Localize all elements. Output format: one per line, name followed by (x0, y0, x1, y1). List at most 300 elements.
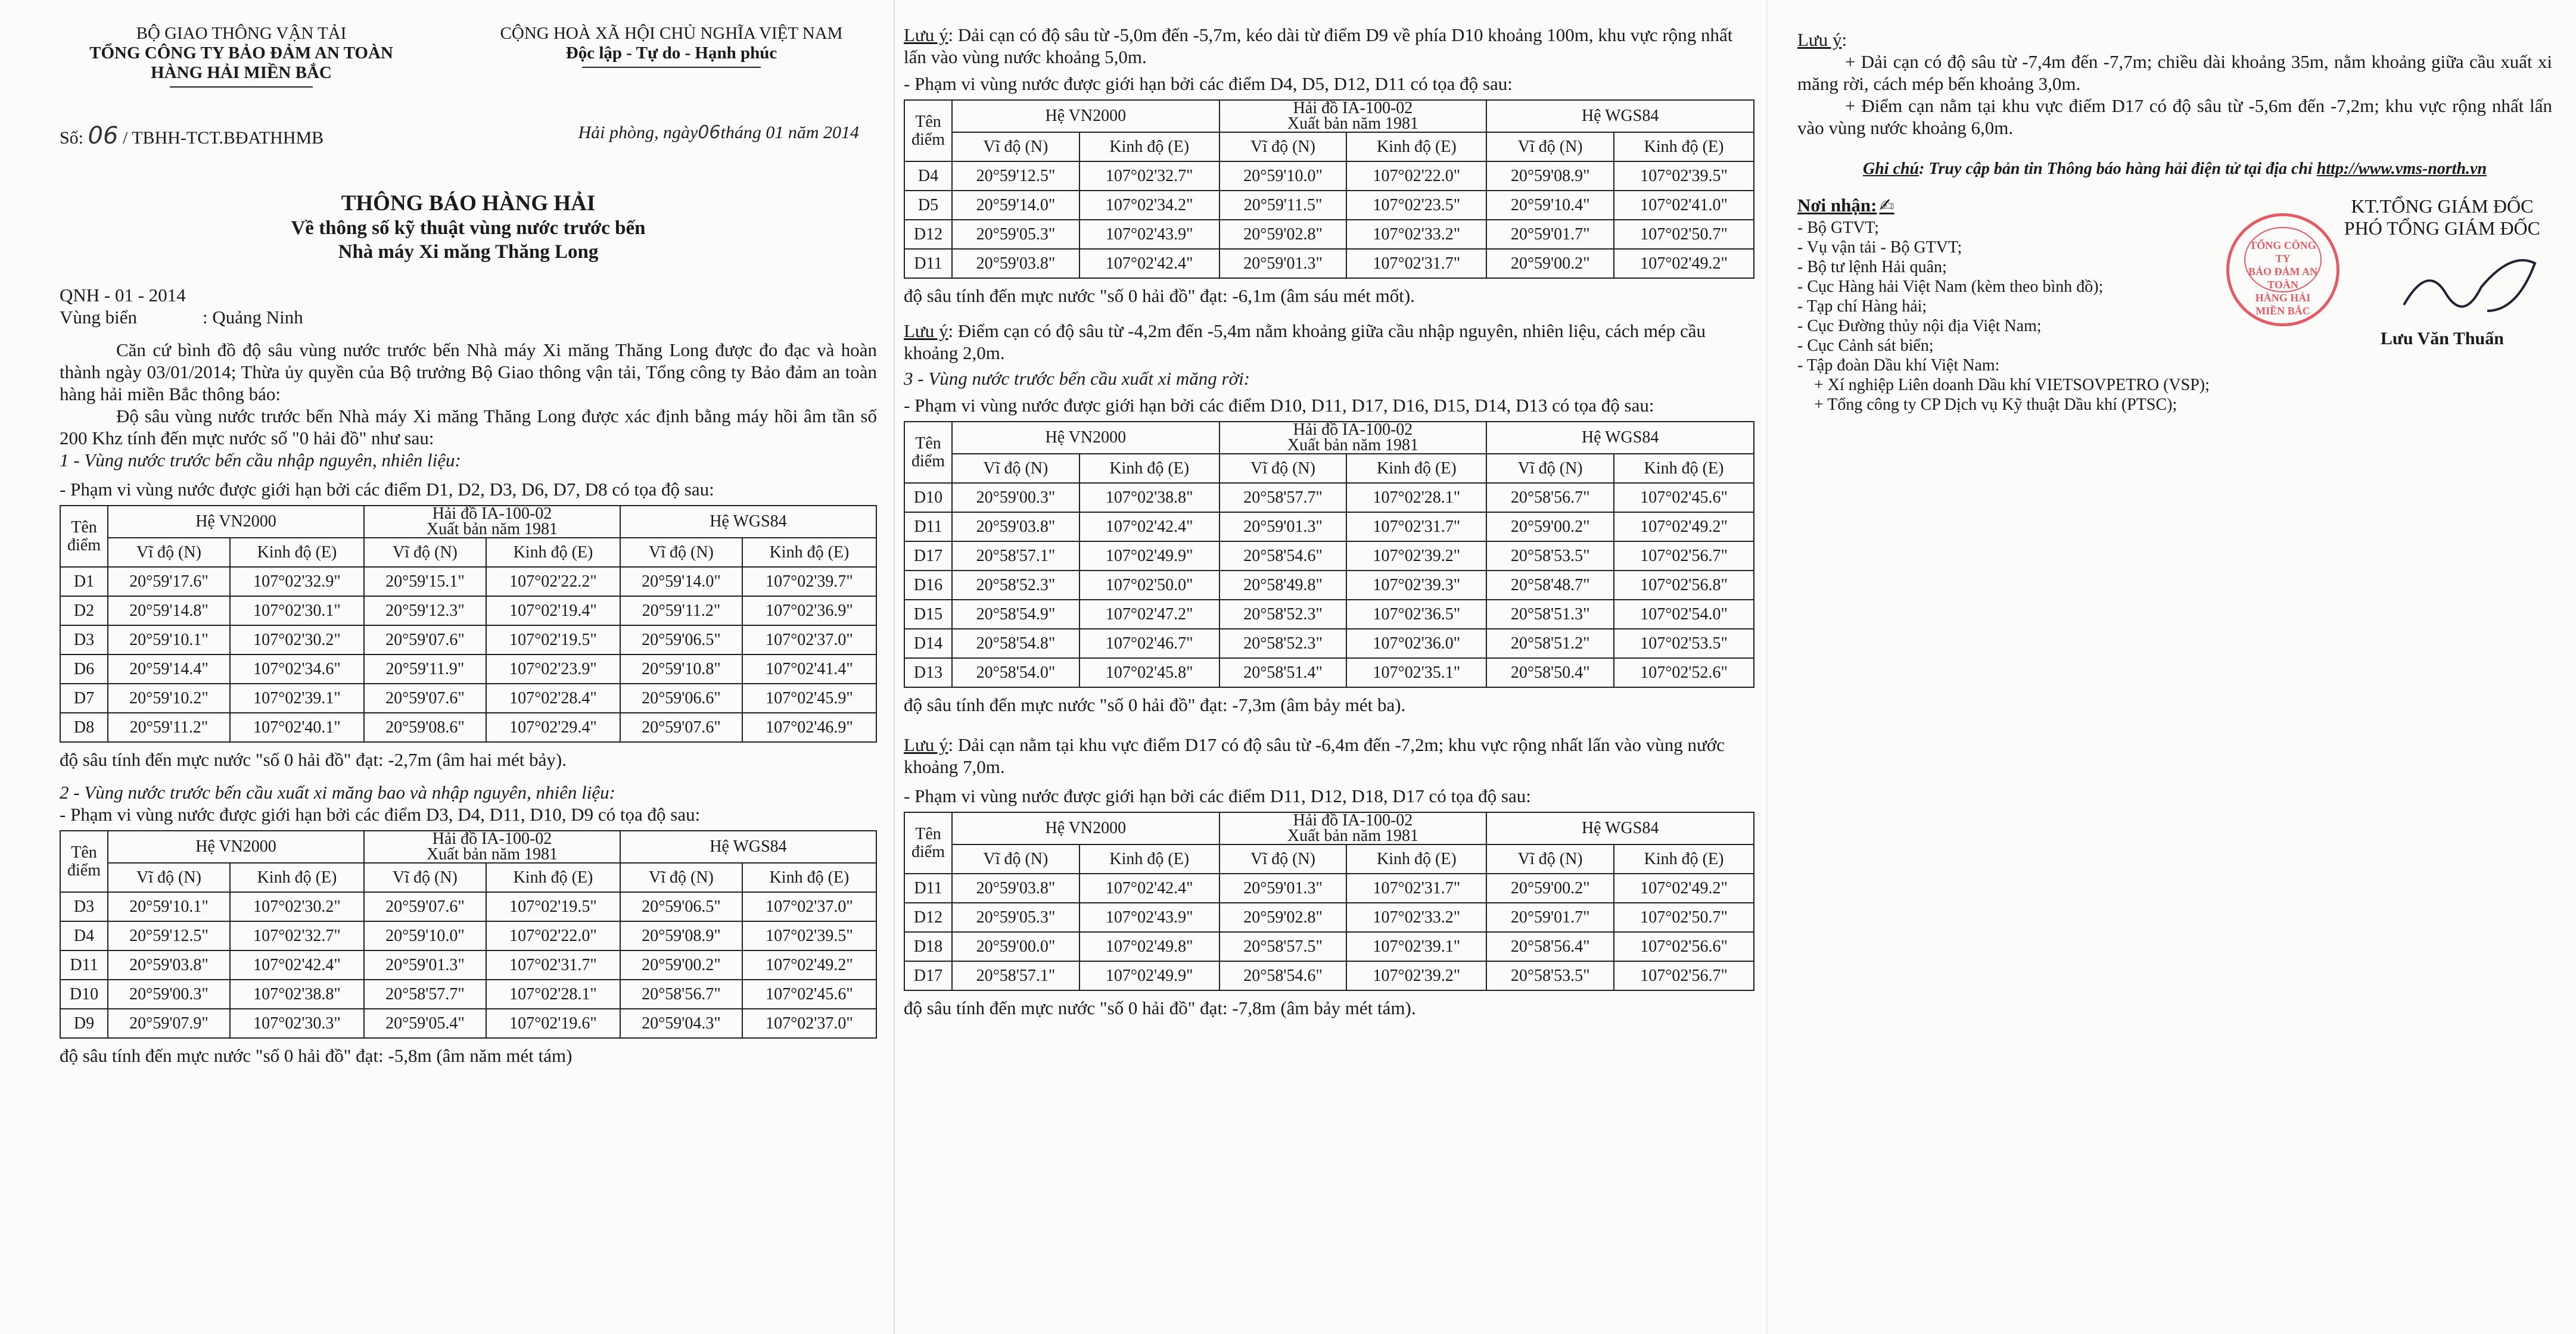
region-value: : Quảng Ninh (203, 307, 303, 328)
coord-cell: 107°02'23.5" (1346, 191, 1486, 220)
col-wgs84-header: Hệ WGS84 (1486, 422, 1754, 454)
signer-title-2: PHÓ TỔNG GIÁM ĐỐC (2344, 217, 2540, 239)
coord-cell: 20°58'57.7" (1219, 483, 1347, 512)
header-row (904, 422, 1754, 454)
table-row (904, 161, 1754, 191)
subheader-row (904, 132, 1754, 161)
subheader-row (904, 454, 1754, 483)
table-row (904, 571, 1754, 600)
lat-header: Vĩ độ (N) (1486, 844, 1614, 874)
coord-cell: 107°02'39.5" (1614, 161, 1754, 191)
coord-cell: 20°59'01.7" (1486, 220, 1614, 249)
col-wgs84-header: Hệ WGS84 (1486, 100, 1754, 132)
recipient-item: - Cục Cảnh sát biển; (1797, 336, 1934, 355)
table-row (60, 654, 876, 684)
point-name: D17 (904, 541, 952, 571)
coord-table (60, 505, 877, 743)
coord-cell: 20°59'01.3" (364, 950, 486, 980)
note-2 (904, 320, 1754, 364)
section-2-range: - Phạm vi vùng nước được giới hạn bởi các điểm D3, D4, D11, D10, D9 có tọa độ sau: (60, 804, 701, 825)
coord-cell: 107°02'30.2" (230, 892, 364, 921)
coord-cell: 107°02'39.7" (742, 567, 876, 596)
nation-block (466, 24, 877, 88)
coord-cell: 107°02'30.1" (230, 596, 364, 625)
coord-cell: 107°02'37.0" (742, 625, 876, 654)
coord-cell: 107°02'42.4" (230, 950, 364, 980)
coord-cell: 20°59'14.8" (108, 596, 230, 625)
coord-cell: 107°02'19.5" (486, 625, 620, 654)
lon-header: Kinh độ (E) (1346, 844, 1486, 874)
coord-cell: 107°02'32.9" (230, 567, 364, 596)
coord-cell: 107°02'56.7" (1614, 541, 1754, 571)
lon-header: Kinh độ (E) (1079, 132, 1219, 161)
col-point-header: Tên điểm (904, 422, 952, 483)
lon-header: Kinh độ (E) (486, 538, 620, 567)
section-2-depth: độ sâu tính đến mực nước "số 0 hải đồ" đạt: -5,8m (âm năm mét tám) (60, 1045, 573, 1066)
seal-text-line: MIỀN BẮC (2255, 305, 2310, 317)
col-wgs84-header: Hệ WGS84 (620, 506, 876, 538)
number-handwritten: 06 (88, 122, 119, 149)
point-name: D12 (904, 220, 952, 249)
coord-cell: 107°02'46.9" (742, 713, 876, 742)
coord-cell: 107°02'42.4" (1079, 512, 1219, 541)
coord-cell: 107°02'34.6" (230, 654, 364, 684)
issuer-block (60, 24, 423, 88)
coord-cell: 107°02'49.9" (1079, 961, 1219, 990)
coord-cell: 20°59'06.5" (620, 892, 742, 921)
number-code: / TBHH-TCT.BĐATHHMB (122, 128, 324, 148)
recipient-item: + Xí nghiệp Liên doanh Dầu khí VIETSOVPETRO (VSP); (1814, 376, 2210, 394)
coord-cell: 20°59'03.8" (952, 512, 1079, 541)
coord-cell: 20°58'53.5" (1486, 961, 1614, 990)
coord-cell: 20°58'57.1" (952, 961, 1079, 990)
coord-cell: 20°58'51.4" (1219, 658, 1347, 687)
coord-cell: 107°02'31.7" (1346, 249, 1486, 278)
coord-cell: 107°02'56.7" (1614, 961, 1754, 990)
note-text: : Dải cạn nằm tại khu vực điểm D17 có độ sâu từ -6,4m đến -7,2m; khu vực rộng nhất lấn vào vùng nước khoảng 7,0m. (904, 734, 1725, 777)
document-title (60, 191, 877, 264)
coord-cell: 107°02'43.9" (1079, 220, 1219, 249)
coord-table (904, 812, 1754, 991)
coord-cell: 20°59'14.0" (952, 191, 1079, 220)
paragraph-depth-method: Độ sâu vùng nước trước bến Nhà máy Xi măng Thăng Long được xác định bằng máy hồi âm tần số 200 Khz tính đến mực nước số "0 hải đồ" như sau: (60, 406, 877, 448)
lon-header: Kinh độ (E) (1614, 132, 1754, 161)
coord-cell: 20°58'53.5" (1486, 541, 1614, 571)
coord-cell: 107°02'56.8" (1614, 571, 1754, 600)
issuer-corp-line2: HÀNG HẢI MIỀN BẮC (151, 63, 332, 82)
note-1 (904, 24, 1754, 68)
coord-cell: 20°58'48.7" (1486, 571, 1614, 600)
lat-header: Vĩ độ (N) (952, 844, 1079, 874)
coord-cell: 20°59'07.6" (620, 713, 742, 742)
coord-cell: 20°59'07.6" (364, 684, 486, 713)
table-row (60, 950, 876, 980)
coord-cell: 107°02'49.2" (742, 950, 876, 980)
recipient-item: - Bộ GTVT; (1797, 219, 1879, 237)
number-label: Số: (60, 128, 84, 148)
col-wgs84-header: Hệ WGS84 (620, 831, 876, 863)
coord-cell: 107°02'36.9" (742, 596, 876, 625)
lat-header: Vĩ độ (N) (952, 132, 1079, 161)
ia-chart-year: Xuất bản năm 1981 (426, 845, 558, 864)
table-row (904, 220, 1754, 249)
coord-cell: 20°58'54.6" (1219, 961, 1347, 990)
point-name: D14 (904, 629, 952, 658)
coord-cell: 20°58'54.9" (952, 600, 1079, 629)
coord-cell: 107°02'41.0" (1614, 191, 1754, 220)
coord-cell: 107°02'49.2" (1614, 249, 1754, 278)
initials-mark: ✍ (1879, 195, 1894, 216)
coord-cell: 107°02'28.4" (486, 684, 620, 713)
point-name: D2 (60, 596, 108, 625)
table-row (60, 684, 876, 713)
point-name: D17 (904, 961, 952, 990)
coord-cell: 107°02'49.8" (1079, 932, 1219, 961)
table-row (904, 903, 1754, 932)
table-row (904, 629, 1754, 658)
point-name: D7 (60, 684, 108, 713)
lat-header: Vĩ độ (N) (952, 454, 1079, 483)
recipient-item: - Cục Hàng hải Việt Nam (kèm theo bình đồ); (1797, 278, 2104, 296)
point-name: D8 (60, 713, 108, 742)
coord-cell: 107°02'41.4" (742, 654, 876, 684)
coord-cell: 20°59'10.0" (364, 921, 486, 950)
table-row (60, 1009, 876, 1038)
ia-chart-name: Hải đồ IA-100-02 (1293, 420, 1413, 439)
coord-cell: 20°59'06.6" (620, 684, 742, 713)
col-ia-header (1219, 422, 1487, 454)
coord-cell: 107°02'45.6" (742, 980, 876, 1009)
coord-cell: 107°02'30.2" (230, 625, 364, 654)
col-point-header: Tên điểm (904, 812, 952, 874)
coord-cell: 107°02'32.7" (230, 921, 364, 950)
point-name: D15 (904, 600, 952, 629)
point-name: D16 (904, 571, 952, 600)
coord-cell: 107°02'19.6" (486, 1009, 620, 1038)
point-name: D12 (904, 903, 952, 932)
col-vn2000-header: Hệ VN2000 (108, 831, 364, 863)
col-point-header: Tên điểm (60, 831, 108, 892)
coord-cell: 20°59'11.2" (108, 713, 230, 742)
coord-cell: 107°02'37.0" (742, 1009, 876, 1038)
coord-cell: 20°59'10.0" (1219, 161, 1347, 191)
recipient-item: - Bộ tư lệnh Hải quân; (1797, 258, 1947, 276)
table-row (904, 932, 1754, 961)
col-vn2000-header: Hệ VN2000 (952, 812, 1219, 844)
coord-cell: 107°02'54.0" (1614, 600, 1754, 629)
coord-table (60, 830, 877, 1039)
notice-meta (60, 284, 877, 328)
coord-cell: 20°59'00.0" (952, 932, 1079, 961)
page-right (1766, 0, 2576, 1334)
signer-name: Lưu Văn Thuấn (2380, 329, 2504, 348)
table-row (904, 512, 1754, 541)
coord-cell: 107°02'46.7" (1079, 629, 1219, 658)
coord-cell: 107°02'50.0" (1079, 571, 1219, 600)
lon-header: Kinh độ (E) (742, 538, 876, 567)
col-ia-header (1219, 812, 1487, 844)
note-4-item-2: + Điểm cạn nằm tại khu vực điểm D17 có độ sâu từ -5,6m đến -7,2m; khu vực rộng nhất lấn vào vùng nước khoảng 6,0m. (1797, 95, 2552, 138)
coord-cell: 107°02'19.5" (486, 892, 620, 921)
ia-chart-name: Hải đồ IA-100-02 (432, 504, 552, 523)
date-day-handwritten: 06 (698, 122, 721, 143)
coord-cell: 20°59'00.2" (620, 950, 742, 980)
coord-cell: 107°02'36.5" (1346, 600, 1486, 629)
point-name: D4 (60, 921, 108, 950)
col-vn2000-header: Hệ VN2000 (952, 422, 1219, 454)
coord-cell: 20°58'57.5" (1219, 932, 1347, 961)
coord-cell: 20°59'08.6" (364, 713, 486, 742)
point-name: D11 (904, 512, 952, 541)
coord-cell: 107°02'37.0" (742, 892, 876, 921)
page-middle (894, 0, 1766, 1334)
lon-header: Kinh độ (E) (1614, 844, 1754, 874)
number-date-row (60, 122, 877, 149)
coord-cell: 107°02'29.4" (486, 713, 620, 742)
header-row (904, 812, 1754, 844)
coord-cell: 20°59'08.9" (1486, 161, 1614, 191)
coord-cell: 107°02'31.7" (1346, 874, 1486, 903)
header-row (60, 506, 876, 538)
signer-block (2344, 195, 2540, 414)
signature-section (1797, 195, 2552, 414)
title-line-2: Về thông số kỹ thuật vùng nước trước bến (291, 217, 646, 239)
coord-cell: 107°02'42.4" (1079, 249, 1219, 278)
table-row (60, 980, 876, 1009)
note-label: Lưu ý (904, 320, 948, 341)
coord-cell: 20°59'00.2" (1486, 512, 1614, 541)
nation-name: CỘNG HOÀ XÃ HỘI CHỦ NGHĨA VIỆT NAM (500, 24, 843, 43)
coord-table (904, 421, 1754, 688)
page-left (0, 0, 894, 1334)
coord-cell: 20°58'52.3" (1219, 629, 1347, 658)
coord-cell: 20°58'50.4" (1486, 658, 1614, 687)
coord-cell: 107°02'45.8" (1079, 658, 1219, 687)
coord-cell: 20°59'01.3" (1219, 249, 1347, 278)
coord-cell: 20°58'52.3" (1219, 600, 1347, 629)
coord-cell: 107°02'22.2" (486, 567, 620, 596)
coord-cell: 20°59'14.0" (620, 567, 742, 596)
lat-header: Vĩ độ (N) (108, 538, 230, 567)
coord-cell: 20°59'02.8" (1219, 903, 1347, 932)
note-text: : Điểm cạn có độ sâu từ -4,2m đến -5,4m nằm khoảng giữa cầu nhập nguyên, nhiên liệu, cách mép cầu khoảng 2,0m. (904, 320, 1706, 363)
point-name: D18 (904, 932, 952, 961)
col-wgs84-header: Hệ WGS84 (1486, 812, 1754, 844)
ia-chart-name: Hải đồ IA-100-02 (1293, 99, 1413, 117)
coord-cell: 107°02'40.1" (230, 713, 364, 742)
title-line-3: Nhà máy Xi măng Thăng Long (338, 241, 599, 263)
coord-cell: 107°02'39.1" (1346, 932, 1486, 961)
coord-cell: 20°58'51.3" (1486, 600, 1614, 629)
coord-cell: 107°02'32.7" (1079, 161, 1219, 191)
ghichu-text: : Truy cập bản tin Thông báo hàng hải điện tử tại địa chỉ (1919, 160, 2317, 178)
notice-code: QNH - 01 - 2014 (60, 285, 186, 306)
table-row (60, 892, 876, 921)
point-name: D10 (904, 483, 952, 512)
header-row (904, 100, 1754, 132)
section-3-heading: 3 - Vùng nước trước bến cầu xuất xi măng rời: (904, 368, 1250, 389)
coord-cell: 107°02'34.2" (1079, 191, 1219, 220)
coord-cell: 20°59'17.6" (108, 567, 230, 596)
coord-cell: 20°59'07.6" (364, 892, 486, 921)
nation-motto: Độc lập - Tự do - Hạnh phúc (565, 43, 777, 63)
issuer-ministry: BỘ GIAO THÔNG VẬN TẢI (136, 24, 347, 43)
header-row (60, 831, 876, 863)
coord-cell: 20°59'05.4" (364, 1009, 486, 1038)
date-prefix: Hải phòng, ngày (578, 123, 698, 142)
lon-header: Kinh độ (E) (230, 538, 364, 567)
table-row (904, 483, 1754, 512)
seal-text-line: TỔNG CÔNG TY (2250, 239, 2316, 264)
coord-cell: 20°58'56.4" (1486, 932, 1614, 961)
coord-cell: 107°02'31.7" (486, 950, 620, 980)
coord-cell: 20°59'03.8" (952, 874, 1079, 903)
point-name: D11 (904, 874, 952, 903)
coord-cell: 20°58'57.7" (364, 980, 486, 1009)
section-1-depth: độ sâu tính đến mực nước "số 0 hải đồ" đạt: -2,7m (âm hai mét bảy). (60, 749, 567, 770)
coord-cell: 20°59'14.4" (108, 654, 230, 684)
section-3b-depth: độ sâu tính đến mực nước "số 0 hải đồ" đạt: -7,8m (âm bảy mét tám). (904, 998, 1416, 1018)
recipient-item: - Vụ vận tải - Bộ GTVT; (1797, 238, 1962, 257)
lat-header: Vĩ độ (N) (364, 538, 486, 567)
col-ia-header (364, 506, 620, 538)
coord-cell: 20°58'54.6" (1219, 541, 1347, 571)
point-name: D4 (904, 161, 952, 191)
lon-header: Kinh độ (E) (1346, 132, 1486, 161)
coord-cell: 20°59'11.5" (1219, 191, 1347, 220)
coord-cell: 107°02'33.2" (1346, 220, 1486, 249)
note-label: Lưu ý (904, 24, 948, 45)
recipient-item: - Cục Đường thủy nội địa Việt Nam; (1797, 317, 2042, 335)
table-row (60, 713, 876, 742)
title-line-1: THÔNG BÁO HÀNG HẢI (341, 191, 596, 216)
coord-cell: 107°02'22.0" (1346, 161, 1486, 191)
coord-cell: 107°02'38.8" (1079, 483, 1219, 512)
coord-cell: 20°59'10.2" (108, 684, 230, 713)
table-row (904, 658, 1754, 687)
coord-cell: 20°58'52.3" (952, 571, 1079, 600)
point-name: D5 (904, 191, 952, 220)
coord-cell: 20°59'05.3" (952, 903, 1079, 932)
coord-cell: 107°02'49.9" (1079, 541, 1219, 571)
coord-cell: 107°02'50.7" (1614, 220, 1754, 249)
coord-cell: 20°59'10.1" (108, 892, 230, 921)
ia-chart-year: Xuất bản năm 1981 (1287, 114, 1418, 133)
lon-header: Kinh độ (E) (1079, 454, 1219, 483)
coord-cell: 107°02'31.7" (1346, 512, 1486, 541)
ia-chart-year: Xuất bản năm 1981 (426, 520, 558, 538)
seal-inner (2244, 227, 2322, 317)
coord-cell: 107°02'43.9" (1079, 903, 1219, 932)
coord-cell: 20°59'05.3" (952, 220, 1079, 249)
coord-cell: 20°59'10.4" (1486, 191, 1614, 220)
signature-area (2344, 239, 2540, 329)
coord-cell: 107°02'19.4" (486, 596, 620, 625)
coord-cell: 20°58'49.8" (1219, 571, 1347, 600)
coord-cell: 20°59'15.1" (364, 567, 486, 596)
coord-cell: 20°58'57.1" (952, 541, 1079, 571)
coord-cell: 107°02'39.1" (230, 684, 364, 713)
coord-cell: 107°02'39.5" (742, 921, 876, 950)
coord-cell: 20°59'12.5" (108, 921, 230, 950)
coord-cell: 107°02'45.6" (1614, 483, 1754, 512)
coord-cell: 107°02'38.8" (230, 980, 364, 1009)
point-name: D3 (60, 892, 108, 921)
recipients-heading (1797, 195, 2210, 216)
col-vn2000-header: Hệ VN2000 (108, 506, 364, 538)
note-text: : Dải cạn có độ sâu từ -5,0m đến -5,7m, kéo dài từ điểm D9 về phía D10 khoảng 100m, khu vực rộng nhất lấn vào vùng nước khoảng 5,0m. (904, 24, 1733, 67)
lat-header: Vĩ độ (N) (1219, 454, 1347, 483)
ia-chart-name: Hải đồ IA-100-02 (1293, 811, 1413, 830)
section-2b-depth: độ sâu tính đến mực nước "số 0 hải đồ" đạt: -6,1m (âm sáu mét mốt). (904, 285, 1415, 306)
coord-cell: 107°02'45.9" (742, 684, 876, 713)
coord-cell: 107°02'49.2" (1614, 874, 1754, 903)
coord-cell: 20°59'06.5" (620, 625, 742, 654)
coord-cell: 20°59'00.2" (1486, 874, 1614, 903)
col-ia-header (1219, 100, 1487, 132)
note-label: Lưu ý (904, 734, 948, 755)
coord-cell: 107°02'52.6" (1614, 658, 1754, 687)
lon-header: Kinh độ (E) (742, 863, 876, 892)
lat-header: Vĩ độ (N) (108, 863, 230, 892)
coord-cell: 20°59'01.3" (1219, 874, 1347, 903)
col-vn2000-header: Hệ VN2000 (952, 100, 1219, 132)
lat-header: Vĩ độ (N) (620, 538, 742, 567)
section-2b-range: - Phạm vi vùng nước được giới hạn bởi các điểm D4, D5, D12, D11 có tọa độ sau: (904, 73, 1513, 94)
subheader-row (60, 863, 876, 892)
coord-cell: 20°59'03.8" (108, 950, 230, 980)
coord-cell: 20°59'07.9" (108, 1009, 230, 1038)
coord-cell: 20°59'11.9" (364, 654, 486, 684)
handwritten-signature-icon (2392, 239, 2571, 329)
table-row (904, 191, 1754, 220)
coord-cell: 20°58'51.2" (1486, 629, 1614, 658)
point-name: D6 (60, 654, 108, 684)
ia-chart-name: Hải đồ IA-100-02 (432, 830, 552, 848)
signer-title-1: KT.TỔNG GIÁM ĐỐC (2351, 195, 2534, 217)
seal-text-line: HÀNG HẢI (2255, 292, 2311, 304)
point-name: D11 (904, 249, 952, 278)
coord-cell: 107°02'56.6" (1614, 932, 1754, 961)
lon-header: Kinh độ (E) (1346, 454, 1486, 483)
issuer-corp: TỔNG CÔNG TY BẢO ĐẢM AN TOÀN (89, 43, 393, 63)
recipients-label: Nơi nhận: (1797, 195, 1877, 216)
ia-chart-year: Xuất bản năm 1981 (1287, 436, 1418, 454)
coord-cell: 20°59'12.5" (952, 161, 1079, 191)
note-colon: : (1841, 29, 1847, 50)
coord-cell: 20°59'01.7" (1486, 903, 1614, 932)
lon-header: Kinh độ (E) (230, 863, 364, 892)
coord-cell: 20°59'10.1" (108, 625, 230, 654)
ia-chart-year: Xuất bản năm 1981 (1287, 827, 1418, 845)
coord-cell: 20°59'08.9" (620, 921, 742, 950)
coord-cell: 20°59'01.3" (1219, 512, 1347, 541)
document-date (578, 122, 859, 149)
subheader-row (60, 538, 876, 567)
table-row (904, 961, 1754, 990)
section-3-depth: độ sâu tính đến mực nước "số 0 hải đồ" đạt: -7,3m (âm bảy mét ba). (904, 694, 1406, 715)
coord-cell: 107°02'39.2" (1346, 541, 1486, 571)
coord-cell: 107°02'39.3" (1346, 571, 1486, 600)
bulletin-link[interactable]: http://www.vms-north.vn (2316, 160, 2487, 178)
table-row (60, 567, 876, 596)
coord-cell: 107°02'35.1" (1346, 658, 1486, 687)
coord-cell: 107°02'50.7" (1614, 903, 1754, 932)
coord-cell: 20°59'02.8" (1219, 220, 1347, 249)
coord-cell: 107°02'42.4" (1079, 874, 1219, 903)
coord-cell: 20°58'56.7" (620, 980, 742, 1009)
coord-cell: 20°58'54.0" (952, 658, 1079, 687)
